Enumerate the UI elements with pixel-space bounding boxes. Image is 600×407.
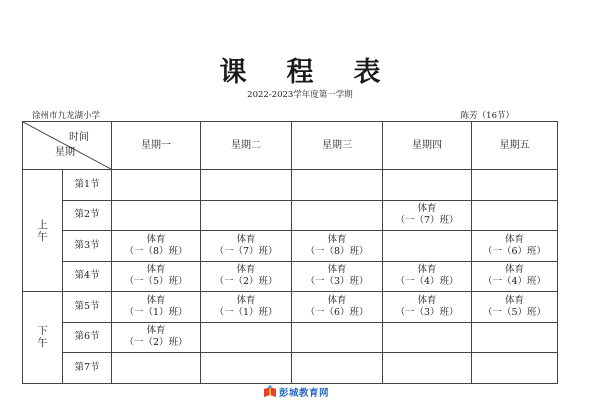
watermark-text: 彭城教育网 <box>279 388 330 399</box>
period-label: 第7节 <box>63 353 112 384</box>
class-text: （一（8）班） <box>124 245 188 257</box>
schedule-cell <box>112 261 201 292</box>
schedule-cell <box>292 170 383 201</box>
subject-text: 体育 <box>146 233 166 245</box>
period-label: 第1节 <box>63 170 112 201</box>
period-row <box>23 231 558 262</box>
schedule-cell <box>383 353 472 384</box>
class-text: （一（2）班） <box>214 276 278 288</box>
schedule-cell <box>201 170 292 201</box>
class-text: （一（3）班） <box>305 276 369 288</box>
period-row <box>23 261 558 292</box>
teacher-name: 陈芳（16节） <box>460 111 514 121</box>
schedule-cell <box>112 200 201 231</box>
subject-text: 体育 <box>236 264 256 276</box>
class-text: （一（5）班） <box>482 306 547 318</box>
watermark-logo <box>263 385 329 399</box>
class-text: （一（8）班） <box>305 245 369 257</box>
afternoon-label: 下 午 <box>23 292 63 384</box>
page-title: 课程表 <box>219 57 421 88</box>
schedule-cell <box>383 292 472 323</box>
class-text: （一（4）班） <box>482 276 547 288</box>
schedule-cell <box>201 261 292 292</box>
schedule-cell <box>112 292 201 323</box>
period-row <box>23 353 558 384</box>
period-label: 第2节 <box>63 200 112 231</box>
period-row <box>23 200 558 231</box>
subject-text: 体育 <box>236 233 256 245</box>
schedule-cell <box>383 261 472 292</box>
schedule-cell <box>292 322 383 353</box>
book-icon <box>263 385 277 399</box>
class-text: （一（4）班） <box>395 276 459 288</box>
schedule-cell <box>112 231 201 262</box>
subject-text: 体育 <box>146 325 166 337</box>
schedule-table <box>22 121 558 384</box>
day-header: 星期二 <box>201 122 292 170</box>
period-label: 第3节 <box>63 231 112 262</box>
corner-week-label: 星期 <box>55 147 75 158</box>
class-text: （一（7）班） <box>214 245 278 257</box>
schedule-cell <box>112 322 201 353</box>
schedule-cell <box>292 292 383 323</box>
schedule-cell <box>383 170 472 201</box>
schedule-cell <box>201 353 292 384</box>
subject-text: 体育 <box>504 264 524 276</box>
subject-text: 体育 <box>504 294 524 306</box>
period-label: 第6节 <box>63 322 112 353</box>
subject-text: 体育 <box>417 264 437 276</box>
schedule-body <box>23 170 558 384</box>
day-header: 星期一 <box>112 122 201 170</box>
class-text: （一（2）班） <box>124 337 188 349</box>
period-row <box>23 322 558 353</box>
corner-time-label: 时间 <box>69 132 89 143</box>
schedule-cell <box>472 292 558 323</box>
schedule-cell <box>292 261 383 292</box>
class-text: （一（6）班） <box>305 306 369 318</box>
period-label: 第5节 <box>63 292 112 323</box>
class-text: （一（5）班） <box>124 276 188 288</box>
subject-text: 体育 <box>327 233 347 245</box>
subject-text: 体育 <box>327 264 347 276</box>
schedule-cell <box>472 200 558 231</box>
class-text: （一（6）班） <box>482 245 547 257</box>
subject-text: 体育 <box>146 264 166 276</box>
semester-subtitle: 2022-2023学年度第一学期 <box>247 90 353 100</box>
day-header: 星期四 <box>383 122 472 170</box>
schedule-cell <box>472 353 558 384</box>
schedule-cell <box>201 200 292 231</box>
school-name: 徐州市九龙湖小学 <box>32 111 101 121</box>
schedule-cell <box>472 170 558 201</box>
header-corner-cell <box>23 122 112 170</box>
period-row <box>23 292 558 323</box>
class-text: （一（1）班） <box>214 306 278 318</box>
schedule-cell <box>112 170 201 201</box>
day-header: 星期五 <box>472 122 558 170</box>
period-row <box>23 170 558 201</box>
schedule-cell <box>383 200 472 231</box>
class-text: （一（3）班） <box>395 306 459 318</box>
subject-text: 体育 <box>417 203 437 215</box>
schedule-cell <box>292 231 383 262</box>
schedule-cell <box>383 231 472 262</box>
morning-label: 上 午 <box>23 170 63 292</box>
schedule-cell <box>292 353 383 384</box>
day-header: 星期三 <box>292 122 383 170</box>
schedule-cell <box>201 231 292 262</box>
class-text: （一（1）班） <box>124 306 188 318</box>
schedule-cell <box>472 231 558 262</box>
subject-text: 体育 <box>327 294 347 306</box>
subject-text: 体育 <box>146 294 166 306</box>
schedule-cell <box>472 261 558 292</box>
schedule-cell <box>292 200 383 231</box>
schedule-cell <box>201 292 292 323</box>
subject-text: 体育 <box>504 233 524 245</box>
class-text: （一（7）班） <box>395 215 459 227</box>
schedule-cell <box>383 322 472 353</box>
schedule-cell <box>112 353 201 384</box>
subject-text: 体育 <box>236 294 256 306</box>
schedule-cell <box>201 322 292 353</box>
schedule-cell <box>472 322 558 353</box>
diagonal-line <box>23 122 111 169</box>
subject-text: 体育 <box>417 294 437 306</box>
period-label: 第4节 <box>63 261 112 292</box>
